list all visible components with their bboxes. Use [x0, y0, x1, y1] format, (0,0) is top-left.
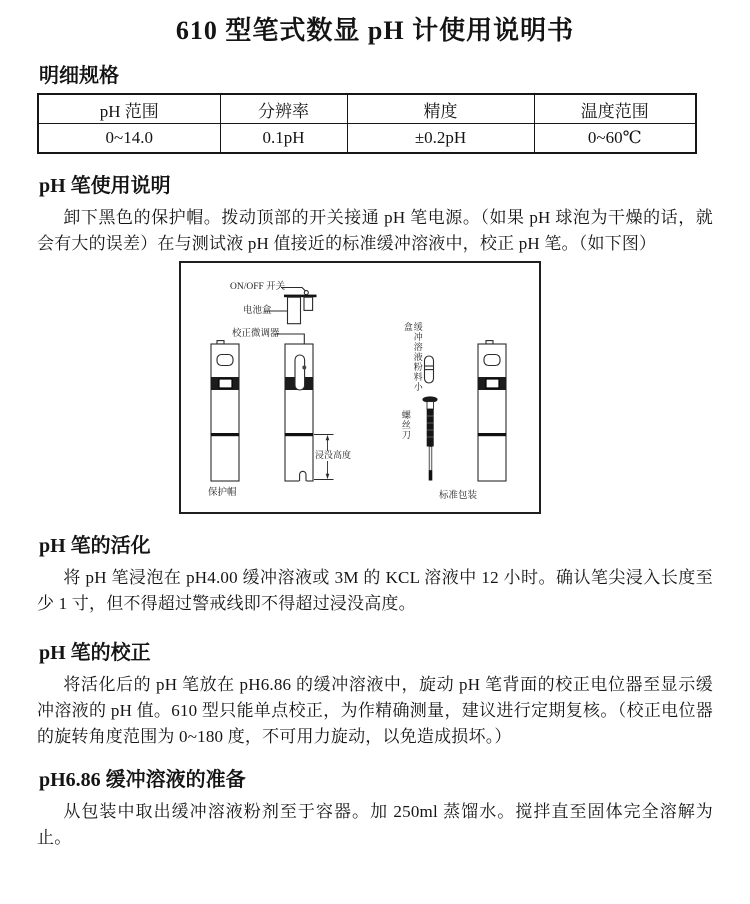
label-immersion-height: 浸没高度 [315, 450, 352, 460]
switch-knob-icon [304, 291, 308, 295]
screwdriver-drawing [422, 396, 437, 480]
page-title: 610 型笔式数显 pH 计使用说明书 [175, 16, 575, 45]
label-screwdriver: 螺丝刀 [400, 410, 411, 440]
section-paragraph-usage: 卸下黑色的保护帽。拨动顶部的开关接通 pH 笔电源。（如果 pH 球泡为干燥的话，就会有大的误差）在与测试液 pH 值接近的标准缓冲溶液中，校正 pH 笔。（如下图） [37, 208, 713, 253]
pen-back-view-drawing [285, 344, 313, 482]
label-calibration-trimmer: 校正微调器 [232, 329, 280, 339]
specs-value-temp-range: 0~60℃ [534, 124, 696, 154]
calibration-trimmer-icon [302, 366, 306, 370]
pen-packaged-drawing [478, 341, 506, 481]
battery-box-drawing [284, 291, 317, 324]
section-heading-activation: pH 笔的活化 [39, 535, 151, 557]
specs-header-accuracy: 精度 [347, 94, 534, 124]
specs-header-resolution: 分辨率 [220, 94, 347, 124]
specs-header-row [38, 94, 696, 124]
content-area [0, 64, 750, 851]
label-protective-cap: 保护帽 [208, 488, 237, 498]
document-page [0, 14, 750, 904]
specs-value-accuracy: ±0.2pH [347, 124, 534, 154]
specs-heading: 明细规格 [39, 65, 119, 87]
specs-table [37, 93, 697, 154]
device-diagram [179, 261, 541, 514]
buffer-capsule-drawing [425, 356, 434, 383]
label-standard-package: 标准包装 [439, 491, 478, 501]
label-buffer-powder-box: 缓冲溶液粉料小盒 [402, 322, 423, 392]
section-heading-usage: pH 笔使用说明 [39, 175, 171, 197]
specs-header-temp-range: 温度范围 [534, 94, 696, 124]
label-onoff-switch: ON/OFF 开关 [230, 282, 286, 292]
pen-front-view-drawing [211, 341, 239, 481]
section-paragraph-buffer-preparation: 从包装中取出缓冲溶液粉剂至于容器。加 250ml 蒸馏水。搅拌直至固体完全溶解为止。 [37, 802, 713, 847]
section-paragraph-calibration: 将活化后的 pH 笔放在 pH6.86 的缓冲溶液中，旋动 pH 笔背面的校正电位器至显示缓冲溶液的 pH 值。610 型只能单点校正，为作精确测量，建议进行定期复核。（校正电位器的旋转角度范围为 0~180 度，不可用力旋动，以免造成损坏。） [37, 675, 713, 746]
specs-value-ph-range: 0~14.0 [38, 124, 220, 154]
specs-header-ph-range: pH 范围 [38, 94, 220, 124]
device-diagram-drawing [181, 263, 539, 512]
specs-value-resolution: 0.1pH [220, 124, 347, 154]
section-heading-buffer-preparation: pH6.86 缓冲溶液的准备 [39, 769, 246, 791]
specs-value-row [38, 124, 696, 154]
section-heading-calibration: pH 笔的校正 [39, 642, 151, 664]
section-paragraph-activation: 将 pH 笔浸泡在 pH4.00 缓冲溶液或 3M 的 KCL 溶液中 12 小时。确认笔尖浸入长度至少 1 寸，但不得超过警戒线即不得超过浸没高度。 [37, 568, 713, 613]
label-battery-box: 电池盒 [243, 306, 272, 316]
